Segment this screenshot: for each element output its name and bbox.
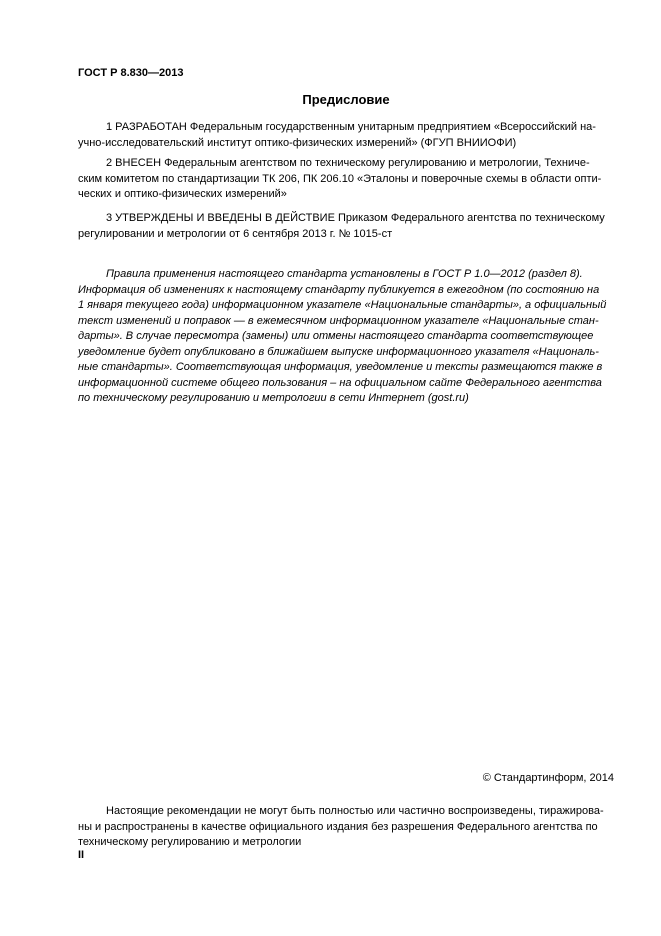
paragraph-line: ческих и оптико-физических измерений» — [78, 188, 287, 200]
paragraph-line: 3 УТВЕРЖДЕНЫ И ВВЕДЕНЫ В ДЕЙСТВИЕ Приказом Федерального агентства по техническому — [106, 212, 605, 224]
notice-line: уведомление будет опубликовано в ближайшем выпуске информационного указателя «Националь- — [78, 345, 599, 358]
notice-line: 1 января текущего года) информационном указателе «Национальные стандарты», а официальный — [78, 299, 607, 311]
notice-line: информационной системе общего пользования – на официальном сайте Федерального агентства — [78, 376, 602, 389]
page-title: Предисловие — [302, 92, 390, 107]
standard-code: ГОСТ Р 8.830—2013 — [78, 67, 184, 79]
paragraph-line: ским комитетом по стандартизации ТК 206, ПК 206.10 «Эталоны и поверочные схемы в области опти- — [78, 172, 602, 185]
notice-line: Правила применения настоящего стандарта установлены в ГОСТ Р 1.0—2012 (раздел 8). — [106, 268, 583, 280]
reproduction-line: техническому регулированию и метрологии — [78, 836, 302, 848]
notice-line: дарты». В случае пересмотра (замены) или отмены настоящего стандарта соответствующее — [78, 330, 594, 342]
copyright-notice: © Стандартинформ, 2014 — [482, 772, 614, 784]
page-number: II — [78, 849, 85, 861]
notice-line: Информация об изменениях к настоящему стандарту публикуется в ежегодном (по состоянию на — [78, 283, 600, 296]
paragraph-line: 2 ВНЕСЕН Федеральным агентством по техническому регулированию и метрологии, Техниче- — [106, 157, 590, 169]
paragraph-approved — [78, 211, 614, 242]
notice-line: текст изменений и поправок — в ежемесячном информационном указателе «Национальные стан- — [78, 314, 599, 327]
notice-line: ные стандарты». Соответствующая информация, уведомление и тексты размещаются также в — [78, 361, 603, 373]
paragraph-line: регулировании и метрологии от 6 сентября 2013 г. № 1015-ст — [78, 227, 393, 240]
paragraph-line: учно-исследовательский институт оптико-физических измерений» (ФГУП ВНИИОФИ) — [78, 136, 517, 149]
reproduction-line: Настоящие рекомендации не могут быть полностью или частично воспроизведены, тиражирова- — [106, 805, 604, 817]
paragraph-introduced — [78, 156, 614, 203]
notice-paragraph — [78, 267, 614, 407]
paragraph-line: 1 РАЗРАБОТАН Федеральным государственным унитарным предприятием «Всероссийский на- — [106, 121, 596, 133]
notice-line: по техническому регулированию и метрологии в сети Интернет (gost.ru) — [78, 392, 469, 404]
reproduction-line: ны и распространены в качестве официального издания без разрешения Федерального агентства по — [78, 820, 598, 833]
paragraph-developed — [78, 120, 614, 151]
reproduction-notice — [78, 804, 614, 851]
